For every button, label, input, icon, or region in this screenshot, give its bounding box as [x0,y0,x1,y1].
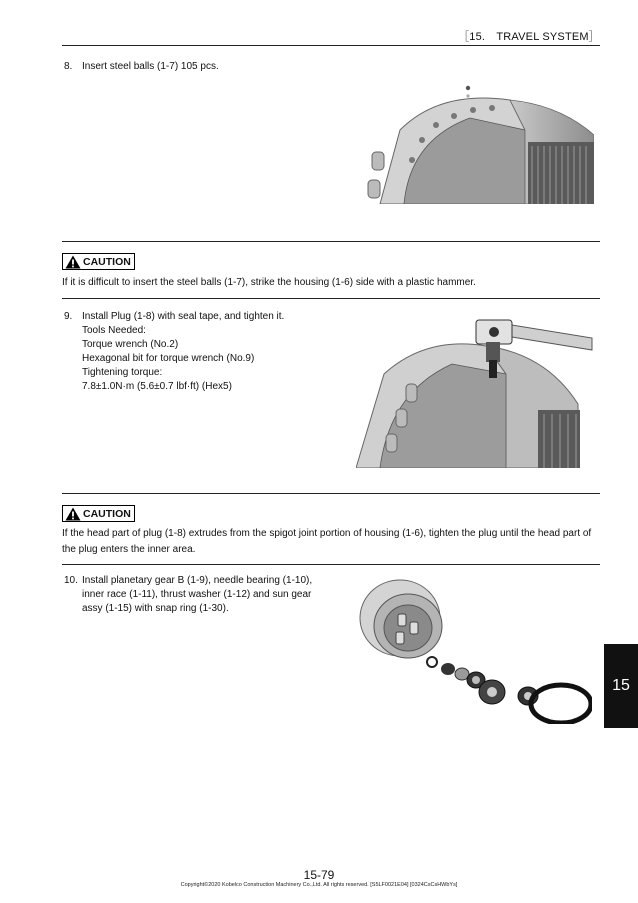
copyright-notice: Copyright©2020 Kobelco Construction Machinery Co.,Ltd. All rights reserved. [S5LF0021E04] [0324CsCsHWbYs] [180,882,458,888]
step-9-line: 7.8±1.0N·m (5.6±0.7 lbf·ft) (Hex5) [82,381,232,392]
chapter-tab: 15 [604,644,638,728]
caution-2-text: If the head part of plug (1-8) extrudes from the spigot joint portion of housing (1-6), tighten the plug until the head part of the plug enters the inner area. [62,528,592,555]
steel-balls-figure [360,80,594,204]
step-10-number: 10. [64,575,78,586]
step-9-number: 9. [64,311,73,322]
step-8-number: 8. [64,61,73,72]
step-9-line: Tightening torque: [82,367,163,378]
caution-1-text: If it is difficult to insert the steel balls (1-7), strike the housing (1-6) side with a plastic hammer. [62,277,476,288]
step-8-text: Insert steel balls (1-7) 105 pcs. [82,61,219,72]
step-10 [64,574,312,616]
step-10-line: assy (1-15) with snap ring (1-30). [82,603,229,614]
caution-1-badge [62,253,135,270]
step-9-line: Hexagonal bit for torque wrench (No.9) [82,353,255,364]
caution-2-label: CAUTION [83,507,131,520]
caution-1-label: CAUTION [83,255,131,268]
caution-2-badge [62,505,135,522]
step-9-text: Install Plug (1-8) with seal tape, and tighten it. [82,311,285,322]
step-10-line: Install planetary gear B (1-9), needle bearing (1-10), [82,575,313,586]
step-9 [64,310,284,394]
step-9-line: Tools Needed: [82,325,146,336]
step-8 [64,60,219,74]
page-number: 15-79 [303,868,335,882]
header-divider [62,45,600,46]
caution-2-top-divider [62,493,600,494]
planetary-gear-exploded-figure [356,574,592,724]
step-10-line: inner race (1-11), thrust washer (1-12) and sun gear [82,589,312,600]
caution-1-top-divider [62,241,600,242]
warning-icon [65,507,81,521]
caution-2-bottom-divider [62,564,600,565]
step-9-line: Torque wrench (No.2) [82,339,179,350]
caution-1-bottom-divider [62,298,600,299]
warning-icon [65,255,81,269]
section-title: ［15. TRAVEL SYSTEM］ [458,31,600,43]
torque-wrench-figure [356,314,596,468]
